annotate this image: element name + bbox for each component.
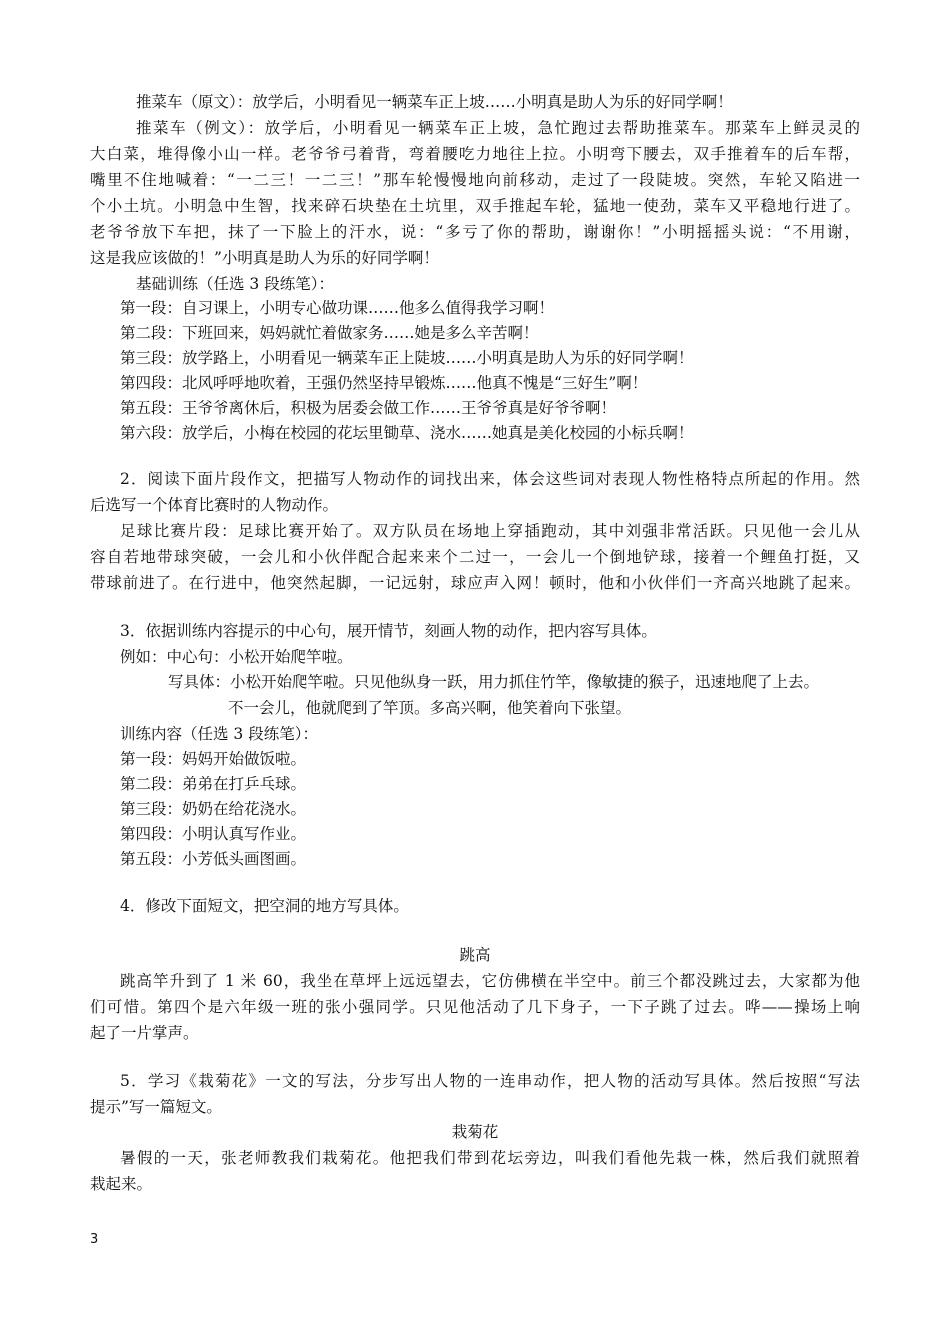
training-title: 训练内容（任选 3 段练笔）： [120, 725, 318, 743]
training-item: 第三段：放学路上，小明看见一辆菜车正上陡坡……小明真是助人为乐的好同学啊！ [120, 349, 694, 367]
example-center-sentence: 例如：中心句：小松开始爬竿啦。 [120, 648, 353, 666]
essay-line: 们可惜。第四个是六年级一班的张小强同学。只见他活动了几下身子，一下子跳了过去。哗——操场上响 [90, 998, 860, 1016]
original-text-line: 推菜车（原文）：放学后，小明看见一辆菜车正上坡……小明真是助人为乐的好同学啊！ [136, 93, 733, 111]
example-text-line: 这是我应该做的！”小明真是助人为乐的好同学啊！ [90, 249, 439, 267]
training-item: 第五段：王爷爷离休后，积极为居委会做工作……王爷爷真是好爷爷啊！ [120, 399, 617, 417]
page-number: 3 [90, 1232, 99, 1247]
question-2-prompt: 后选写一个体育比赛时的人物动作。 [90, 496, 339, 514]
example-text-line: 个小土坑。小明急中生智，找来碎石块垫在土坑里，双手推起车轮，猛地一使劲，菜车又平稳地行进了。 [90, 197, 860, 215]
question-2-prompt: 2．阅读下面片段作文，把描写人物动作的词找出来，体会这些词对表现人物性格特点所起的作用。然 [120, 470, 860, 488]
essay-title: 栽菊花 [451, 1123, 499, 1141]
question-3-prompt: 3．依据训练内容提示的中心句，展开情节，刻画人物的动作，把内容写具体。 [120, 622, 657, 640]
training-item: 第一段：自习课上，小明专心做功课……他多么值得我学习啊！ [120, 299, 555, 317]
training-title: 基础训练（任选 3 段练笔）： [136, 275, 334, 293]
training-item: 第五段：小芳低头画图画。 [120, 850, 307, 868]
essay-line: 起了一片掌声。 [90, 1024, 199, 1042]
example-text-line: 嘴里不住地喊着：“一二三！一二三！”那车轮慢慢地向前移动，走过了一段陡坡。突然，车轮又陷进一 [90, 171, 860, 189]
training-item: 第四段：小明认真写作业。 [120, 825, 307, 843]
passage-line: 容自若地带球突破，一会儿和小伙伴配合起来来个二过一，一会儿一个倒地铲球，接着一个鲤鱼打挺，又 [90, 548, 860, 566]
example-text-line: 大白菜，堆得像小山一样。老爷爷弓着背，弯着腰吃力地往上拉。小明弯下腰去，双手推着车的后车帮， [90, 145, 860, 163]
question-5-prompt: 提示”写一篇短文。 [90, 1098, 222, 1116]
training-item: 第二段：弟弟在打乒乓球。 [120, 775, 307, 793]
essay-line: 跳高竿升到了 1 米 60，我坐在草坪上远远望去，它仿佛横在半空中。前三个都没跳过去，大家都为他 [120, 972, 860, 990]
training-item: 第三段：奶奶在给花浇水。 [120, 800, 307, 818]
example-text-line: 老爷爷放下车把，抹了一下脸上的汗水，说：“多亏了你的帮助，谢谢你！”小明摇摇头说：“不用谢， [90, 223, 860, 241]
question-4-prompt: 4．修改下面短文，把空洞的地方写具体。 [120, 897, 409, 915]
example-detail: 写具体：小松开始爬竿啦。只见他纵身一跃，用力抓住竹竿，像敏捷的猴子，迅速地爬了上去。 [168, 673, 820, 691]
passage-line: 带球前进了。在行进中，他突然起脚，一记远射，球应声入网！顿时，他和小伙伴们一齐高兴地跳了起来。 [90, 574, 860, 592]
essay-title: 跳高 [459, 946, 491, 964]
example-text-line: 推菜车（例文）：放学后，小明看见一辆菜车正上坡，急忙跑过去帮助推菜车。那菜车上鲜灵灵的 [136, 119, 860, 137]
question-5-prompt: 5．学习《栽菊花》一文的写法，分步写出人物的一连串动作，把人物的活动写具体。然后按照“写法 [120, 1072, 860, 1090]
passage-line: 足球比赛片段：足球比赛开始了。双方队员在场地上穿插跑动，其中刘强非常活跃。只见他一会儿从 [120, 522, 860, 540]
training-item: 第二段：下班回来，妈妈就忙着做家务……她是多么辛苦啊！ [120, 324, 539, 342]
essay-line: 栽起来。 [90, 1175, 153, 1193]
essay-line: 暑假的一天，张老师教我们栽菊花。他把我们带到花坛旁边，叫我们看他先栽一株，然后我们就照着 [120, 1149, 860, 1167]
training-item: 第一段：妈妈开始做饭啦。 [120, 750, 307, 768]
training-item: 第六段：放学后，小梅在校园的花坛里锄草、浇水……她真是美化校园的小标兵啊！ [120, 424, 694, 442]
training-item: 第四段：北风呼呼地吹着，王强仍然坚持早锻炼……他真不愧是“三好生”啊！ [120, 374, 648, 392]
example-detail: 不一会儿，他就爬到了竿顶。多高兴啊，他笑着向下张望。 [228, 699, 632, 717]
